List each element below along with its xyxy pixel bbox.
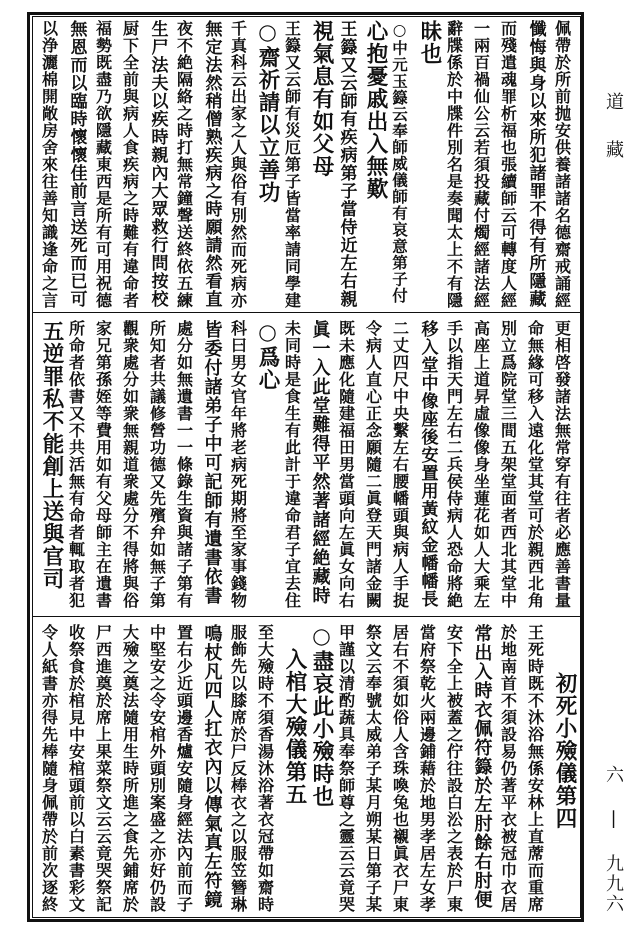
column-text: 家兄第孫姪等費用如有父母師主在遺書 bbox=[93, 320, 113, 609]
text-column bbox=[68, 20, 85, 308]
text-column bbox=[230, 624, 246, 913]
text-column bbox=[392, 20, 408, 304]
column-text: 心抱憂戚出入無歎 bbox=[363, 20, 388, 200]
column-text: 於地南首不須設易仍著平衣被冠巾衣居 bbox=[498, 624, 518, 913]
column-text: 大殮之奠法隨用生時所進之食先鋪席於 bbox=[120, 624, 140, 913]
column-text: 所命者依書又不共活無有命者輒取者犯 bbox=[66, 320, 86, 609]
text-column bbox=[365, 20, 387, 200]
column-text: 所知者共議修營功德又先殯弁如無子第 bbox=[147, 320, 167, 609]
text-column bbox=[257, 20, 279, 204]
text-column bbox=[203, 20, 220, 308]
column-text: 爲心 bbox=[255, 346, 280, 391]
text-column bbox=[500, 20, 516, 309]
text-column bbox=[500, 320, 516, 609]
text-column bbox=[122, 20, 138, 309]
column-text: 中堅安之令安棺外頭別案盛之亦好仍設 bbox=[147, 624, 167, 913]
column-text: 初死小殮儀第四 bbox=[552, 672, 577, 830]
text-column bbox=[149, 20, 166, 308]
column-text: 更相啓發諸法無常穿有往者必應善書量 bbox=[552, 320, 572, 609]
column-text: 齋祈請以立善功 bbox=[255, 46, 280, 204]
column-text: 王籙又云師有疾病第子當侍近左右親 bbox=[336, 20, 357, 308]
column-text: 五逆罪私不能創上送與官司 bbox=[39, 320, 64, 590]
text-column bbox=[473, 320, 489, 609]
paragraph-marker: ○ bbox=[255, 320, 280, 346]
column-text: 辭牒係於中牒件別名是奏聞太上不有隱 bbox=[444, 20, 464, 309]
column-text: 佩帶於所前抛安供養諸諸名德齋戒誦經 bbox=[552, 20, 572, 309]
text-column bbox=[419, 320, 436, 608]
column-text: 收祭食於棺見中安棺頭前以白素書彩文 bbox=[66, 624, 86, 913]
register-divider-1 bbox=[33, 312, 580, 313]
text-column bbox=[284, 20, 300, 309]
text-column bbox=[554, 20, 570, 309]
column-text: 至大殮時不須香湯沐浴著衣冠帶如齋時 bbox=[255, 624, 275, 913]
column-text: 福勢既盡乃欲隱藏東西是所有可用祝德 bbox=[93, 20, 113, 309]
text-column bbox=[554, 320, 570, 609]
text-column bbox=[284, 320, 300, 609]
register-middle bbox=[38, 320, 578, 612]
text-column bbox=[95, 624, 111, 913]
register-divider-2 bbox=[33, 616, 580, 617]
column-text: 祭文云奉號太威弟子某月朔某日第子某 bbox=[363, 624, 383, 913]
column-text: 厨下全前與病人食疾病之時難有違命者 bbox=[120, 20, 140, 309]
text-column bbox=[230, 20, 246, 309]
text-column bbox=[230, 320, 246, 609]
column-text: 無定法然稍僧熟疾病之時願請然看直 bbox=[201, 20, 222, 308]
text-column bbox=[338, 624, 354, 913]
column-text: 盡哀此小殮時也 bbox=[309, 650, 334, 808]
column-text: 懺悔與身以來所犯諸罪不得有所隱藏 bbox=[525, 20, 546, 308]
column-text: 處分如無遺書一一條錄生資與諸子第有 bbox=[174, 320, 194, 609]
column-text: 二丈四尺中央繫左右腰幡頭與病人手捉 bbox=[390, 320, 410, 609]
column-text: 移入堂中像座後安置用黃紋金幡幡長 bbox=[417, 320, 438, 608]
column-text: 觀衆處分如衆無親道衆處分不得將與俗 bbox=[120, 320, 140, 609]
column-text: 命無緣可移入遠化堂其堂可於親西北角 bbox=[525, 320, 545, 609]
text-column bbox=[41, 320, 63, 590]
column-text: 令病人直心正念願隨二眞登天門諸金闕 bbox=[363, 320, 383, 609]
column-text: 昧也 bbox=[417, 20, 442, 65]
column-text: 別立爲院堂三間五架堂面者西北其堂中 bbox=[498, 320, 518, 609]
column-text: 視氣息有如父母 bbox=[309, 20, 334, 178]
text-column bbox=[338, 320, 354, 609]
text-column bbox=[95, 20, 111, 309]
paragraph-marker: ○ bbox=[255, 20, 280, 46]
text-column bbox=[149, 624, 165, 913]
column-text: 置右少近頭邊香爐安隨身經法內前而子 bbox=[174, 624, 194, 913]
column-text: 常出入時衣佩符籙於左肘餘右肘便 bbox=[471, 624, 493, 909]
register-bottom bbox=[38, 624, 578, 916]
text-column bbox=[392, 320, 408, 609]
text-column bbox=[122, 320, 138, 609]
column-text: 安下全上被蓋之佇往設白㳂之表於尸東 bbox=[444, 624, 464, 913]
column-text: 無恩而以臨時懷懷佳前言送死而已可 bbox=[66, 20, 87, 308]
column-text: 令人紙書亦得先棒隨身佩帶於前次逐終 bbox=[39, 624, 59, 913]
column-text: 一兩百禍仙公云若須投藏付燭經諸法經 bbox=[471, 20, 491, 309]
column-text: 千真科云出家之人與俗有別然而死病亦 bbox=[228, 20, 248, 309]
text-column bbox=[419, 624, 435, 913]
register-top bbox=[38, 20, 578, 310]
column-text: 高座上道昇虛像像身坐蓮花如人大乘左 bbox=[471, 320, 491, 609]
text-column bbox=[257, 624, 273, 913]
text-column bbox=[446, 624, 462, 913]
column-text: 皆委付諸弟子中可記師有遺書依書 bbox=[201, 320, 223, 605]
column-text: 服飾先以膝席於尸反棒衣之以服笠簪琳 bbox=[228, 624, 248, 913]
column-text: 而殘遣魂罪析福也張續師云可轉度人經 bbox=[498, 20, 518, 309]
text-column bbox=[176, 624, 192, 913]
text-column bbox=[419, 20, 441, 65]
text-column bbox=[68, 624, 84, 913]
column-text: 入棺大殮儀第五 bbox=[282, 648, 307, 806]
text-column bbox=[203, 320, 221, 605]
column-text: 當府祭乾火兩邊鋪藉於地男孝居左女孝 bbox=[417, 624, 437, 913]
text-column bbox=[365, 320, 381, 609]
column-text: 手以指天門左右二兵侯侍病人恐命將絶 bbox=[444, 320, 464, 609]
margin-page-number: 六 | 九九六 bbox=[603, 765, 624, 914]
text-column bbox=[68, 320, 84, 609]
text-column bbox=[203, 624, 221, 909]
text-column bbox=[527, 20, 544, 308]
paragraph-marker: ○ bbox=[309, 624, 334, 650]
text-column bbox=[149, 320, 165, 609]
column-text: 以浄灑棉開敞房舍來往善知識逢命之言 bbox=[39, 20, 59, 309]
column-text: 眞一入此堂難得平然著諸經絶藏時 bbox=[309, 320, 331, 605]
text-column bbox=[176, 20, 192, 309]
column-text: 生尸法夫以疾時親內大眾救行問按校 bbox=[147, 20, 168, 308]
text-column bbox=[527, 320, 543, 609]
column-text: 王死時既不沐浴無係安林上直蓆而重席 bbox=[525, 624, 545, 913]
column-text: 尸西進奠於席上果菜祭文云云竟哭祭記 bbox=[93, 624, 113, 913]
text-column bbox=[257, 320, 279, 391]
text-column bbox=[122, 624, 138, 913]
column-text: 既未應化隨建福田男當頭向左眞女向右 bbox=[336, 320, 356, 609]
text-column bbox=[176, 320, 192, 609]
text-column bbox=[41, 624, 57, 913]
text-column bbox=[338, 20, 355, 308]
text-column bbox=[500, 624, 516, 913]
column-text: 鳴杖凡四人扛衣內以傳氣真左符鏡 bbox=[201, 624, 223, 909]
margin-title: 道 藏 bbox=[603, 92, 624, 164]
text-column bbox=[311, 20, 333, 178]
text-column bbox=[446, 20, 462, 309]
text-column bbox=[311, 320, 329, 605]
text-column bbox=[527, 624, 543, 913]
text-column bbox=[311, 624, 333, 808]
text-column bbox=[446, 320, 462, 609]
text-column bbox=[41, 20, 57, 309]
text-column bbox=[554, 672, 576, 830]
column-text: 夜不絶隔絡之時打無常鐘聲送終依五練 bbox=[174, 20, 194, 309]
column-text: 科曰男女官年將老病死期將至家事錢物 bbox=[228, 320, 248, 609]
text-column bbox=[95, 320, 111, 609]
text-column bbox=[365, 624, 381, 913]
text-column bbox=[284, 648, 306, 806]
text-column bbox=[392, 624, 408, 913]
column-text: 未同時是食生有此計于違命君子宜去住 bbox=[282, 320, 302, 609]
column-text: 中元玉籙云奉師威儀師有哀意第子付 bbox=[390, 40, 409, 304]
paragraph-marker: ○ bbox=[390, 20, 409, 40]
text-column bbox=[473, 20, 489, 309]
text-column bbox=[473, 624, 491, 909]
column-text: 居右不須如俗人含珠喚兔也襯眞衣尸東 bbox=[390, 624, 410, 913]
column-text: 王籙又云師有災厄第子皆當率請同學建 bbox=[282, 20, 302, 309]
column-text: 甲謹以清酌蔬具奉祭師尊之靈云云竟哭 bbox=[336, 624, 356, 913]
